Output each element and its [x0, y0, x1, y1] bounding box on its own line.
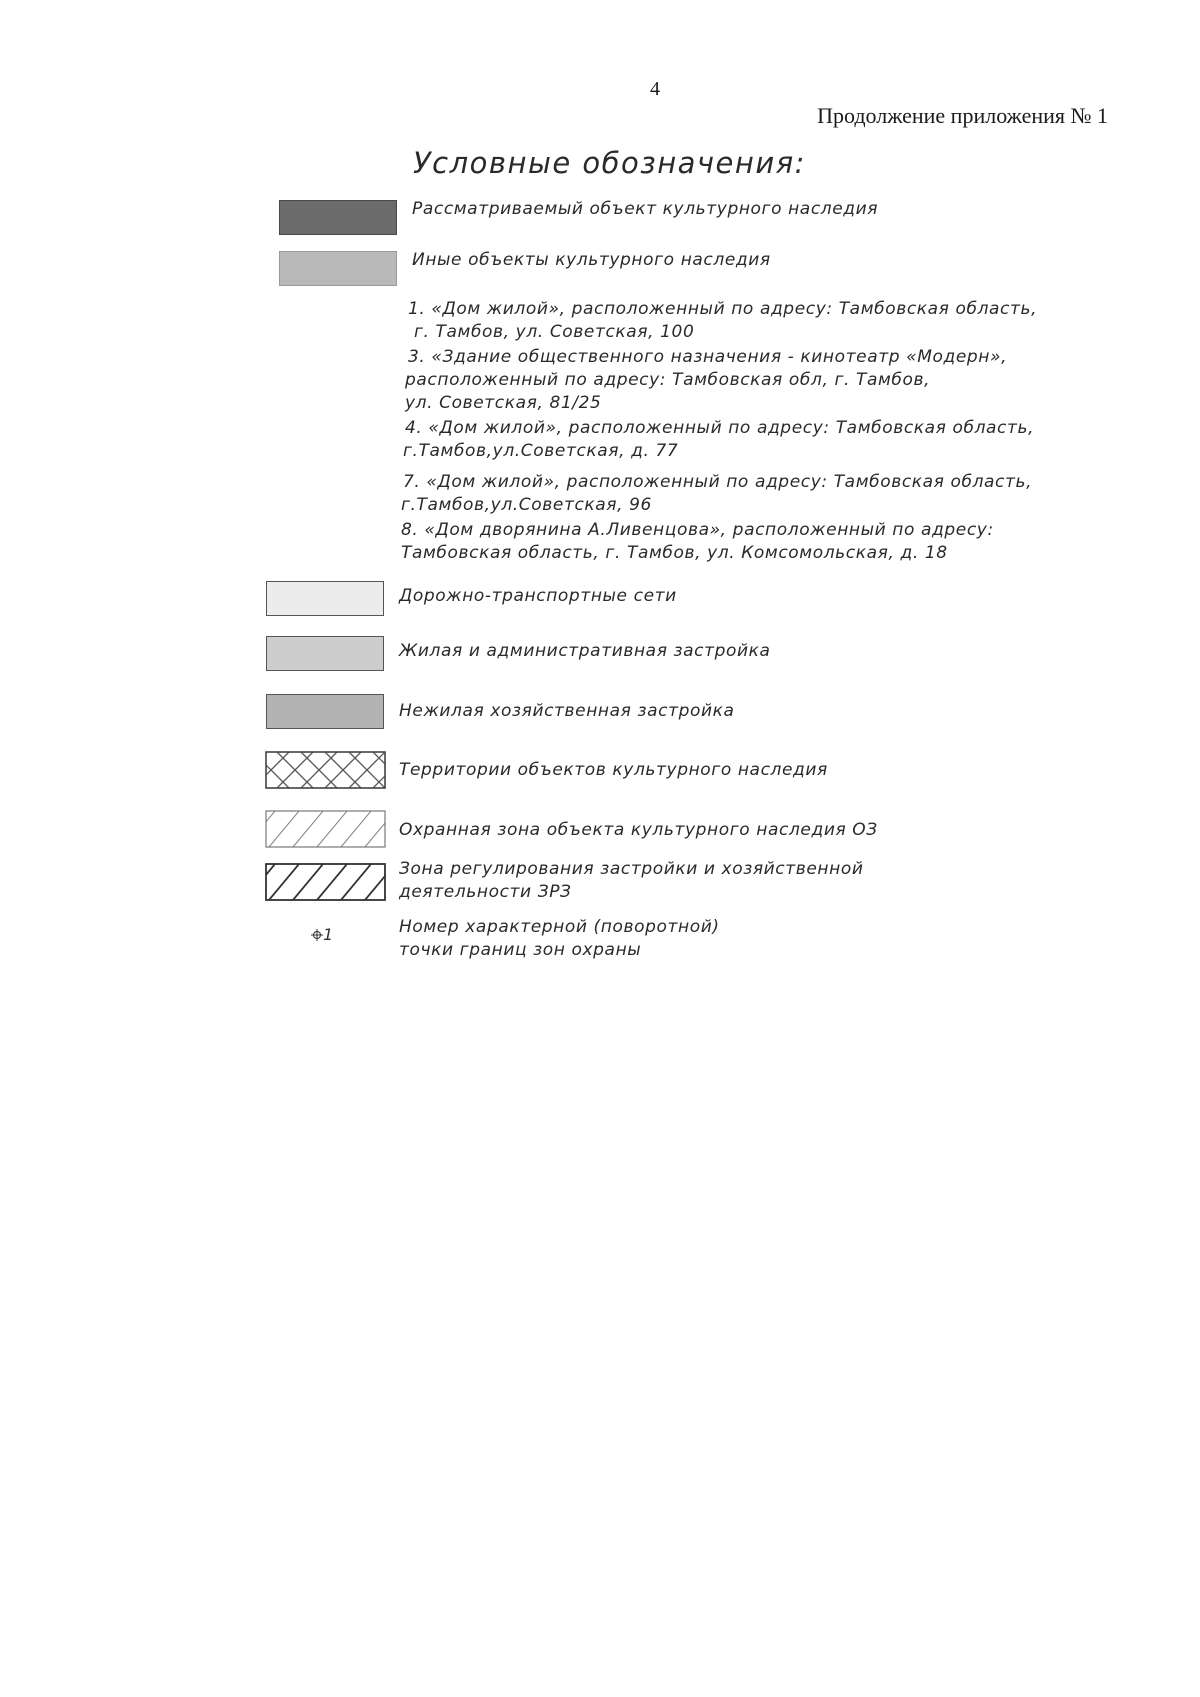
page-number: 4: [650, 78, 660, 100]
turning-point-marker: [311, 925, 333, 944]
non-residential-swatch: [266, 694, 384, 729]
object-item-4-line-2: г.Тамбов,ул.Советская, д. 77: [403, 441, 679, 461]
object-item-1-line-2: г. Тамбов, ул. Советская, 100: [408, 322, 695, 342]
regulation-zone-label-line-2: деятельности ЗРЗ: [399, 882, 572, 902]
object-item-3-line-3: ул. Советская, 81/25: [405, 393, 602, 413]
territories-swatch: [265, 751, 386, 789]
roads-swatch: [266, 581, 384, 616]
object-item-7-line-1: 7. «Дом жилой», расположенный по адресу: Тамбовская область,: [403, 472, 1033, 492]
turning-point-icon: [311, 929, 323, 941]
turning-point-number: 1: [323, 925, 334, 944]
object-item-3-line-1: 3. «Здание общественного назначения - кинотеатр «Модерн»,: [408, 347, 1008, 367]
non-residential-label: Нежилая хозяйственная застройка: [399, 701, 735, 721]
object-item-3-line-2: расположенный по адресу: Тамбовская обл, г. Тамбов,: [405, 370, 931, 390]
turning-point-label-line-2: точки границ зон охраны: [399, 940, 642, 960]
protection-zone-label: Охранная зона объекта культурного наследия ОЗ: [399, 820, 878, 840]
other-objects-label: Иные объекты культурного наследия: [412, 250, 771, 270]
object-item-7-line-2: г.Тамбов,ул.Советская, 96: [401, 495, 652, 515]
residential-swatch: [266, 636, 384, 671]
other-objects-swatch: [279, 251, 397, 286]
legend-title: Условные обозначения:: [413, 146, 806, 180]
object-item-8-line-1: 8. «Дом дворянина А.Ливенцова», расположенный по адресу:: [401, 520, 994, 540]
territories-label: Территории объектов культурного наследия: [399, 760, 828, 780]
turning-point-label-line-1: Номер характерной (поворотной): [399, 917, 720, 937]
regulation-zone-label-line-1: Зона регулирования застройки и хозяйственной: [399, 859, 864, 879]
main-object-label: Рассматриваемый объект культурного наследия: [412, 199, 879, 219]
residential-label: Жилая и административная застройка: [399, 641, 771, 661]
protection-zone-swatch: [265, 810, 386, 848]
roads-label: Дорожно-транспортные сети: [399, 586, 677, 606]
main-object-swatch: [279, 200, 397, 235]
regulation-zone-swatch: [265, 863, 386, 901]
object-item-1-line-1: 1. «Дом жилой», расположенный по адресу: Тамбовская область,: [408, 299, 1038, 319]
object-item-4-line-1: 4. «Дом жилой», расположенный по адресу: Тамбовская область,: [405, 418, 1035, 438]
appendix-note: Продолжение приложения № 1: [817, 103, 1108, 128]
objects-list: [401, 298, 1038, 565]
object-item-8-line-2: Тамбовская область, г. Тамбов, ул. Комсомольская, д. 18: [401, 543, 948, 563]
